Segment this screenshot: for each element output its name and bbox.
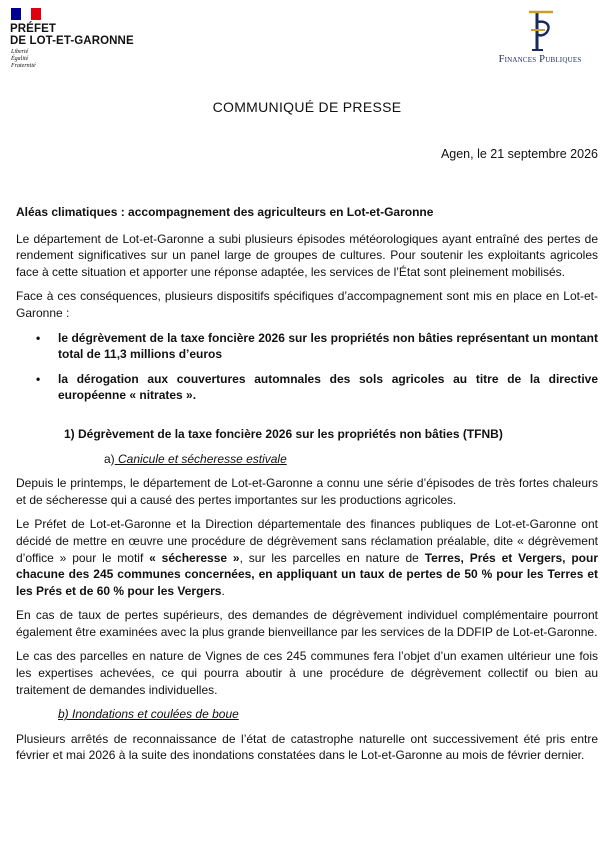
finances-publiques-label: Finances Publiques [498,54,582,65]
paragraph-a2-bold1: « sécheresse » [149,550,240,565]
motto-fraternite: Fraternité [11,63,36,69]
document-body [16,204,598,772]
dateline: Agen, le 21 septembre 2026 [440,147,598,161]
subsection-a-prefix: a) [104,451,115,466]
document-title: COMMUNIQUÉ DE PRESSE [212,99,402,115]
subsection-a-text: Canicule et sécheresse estivale [114,451,287,466]
prefet-logo-block [10,8,160,70]
paragraph-a4: Le cas des parcelles en nature de Vignes de ces 245 communes fera l’objet d’un examen ultérieur une fois les expertises achevées, ce qui pourra aboutir à une procédure de dégrèvement collectif ou bien au traitement de demandes individuelles. [16,649,598,697]
main-heading: Aléas climatiques : accompagnement des agriculteurs en Lot-et-Garonne [16,205,434,219]
motto-liberte: Liberté [11,49,29,55]
paragraph-a2 [16,516,598,599]
finances-publiques-emblem-icon [523,8,557,52]
paragraph-a2-part3: . [221,583,225,598]
subsection-b-title: b) Inondations et coulées de boue [58,707,239,722]
prefet-name [10,23,160,47]
paragraph-a1: Depuis le printemps, le département de Lot-et-Garonne a connu une série d’épisodes de très fortes chaleurs et de sécheresse qui a causé des pertes importantes sur les productions agricoles. [16,476,598,507]
intro-paragraph: Le département de Lot-et-Garonne a subi plusieurs épisodes météorologiques ayant entraîné des pertes de rendement significatives sur un panel large de groupes de cultures. Pour soutenir les exploitants agricoles face à cette situation et apporter une réponse adaptée, les services de l’État sont pleinement mobilisés. [16,231,598,279]
bullet-icon: • [36,330,41,345]
measure-text: le dégrèvement de la taxe foncière 2026 sur les propriétés non bâties représentant un montant total de 11,3 millions d’euros [58,330,598,362]
flag-blue-band [11,8,21,20]
flag-red-band [31,8,41,20]
section-1-title: 1) Dégrèvement de la taxe foncière 2026 sur les propriétés non bâties (TFNB) [64,426,503,441]
paragraph-b1: Plusieurs arrêtés de reconnaissance de l’état de catastrophe naturelle ont successivement été pris entre février et mai 2026 à la suite des inondations constatées dans le Lot-et-Garonne au mois de février dernier. [16,731,598,763]
flag-white-band [21,8,31,20]
measure-text: la dérogation aux couvertures automnales des sols agricoles au titre de la directive européenne « nitrates ». [58,371,598,403]
measures-intro-paragraph: Face à ces conséquences, plusieurs dispositifs spécifiques d’accompagnement sont mis en place en Lot-et-Garonne : [16,289,598,320]
finances-publiques-logo-block [480,8,600,65]
prefet-line1: PRÉFET [10,23,56,35]
list-item [16,330,598,363]
paragraph-a3: En cas de taux de pertes supérieurs, des demandes de dégrèvement individuel complémentaire pourront également être examinées avec la plus grande bienveillance par les services de la DDFIP de Lot-et-Garonne. [16,608,598,639]
list-item [16,371,598,404]
prefet-line2: DE LOT-ET-GARONNE [10,35,134,47]
paragraph-a2-bold2: Terres, Prés et Vergers, pour chacune des 245 communes concernées, en appliquant un taux de pertes de 50 % pour les Terres et les Prés et de 60 % pour les Vergers [16,550,599,598]
measures-list [16,330,598,404]
paragraph-a2-part1: Le Préfet de Lot-et-Garonne et la Direction départementale des finances publiques de Lot-et-Garonne ont décidé de mettre en œuvre une procédure de dégrèvement sans réclamation préalable, dite « dégrèvement d’office » pour le motif [16,517,598,565]
subsection-a-title [104,451,598,468]
marianne-flag-icon [11,8,41,20]
paragraph-a2-part2: , sur les parcelles en nature de [239,550,425,565]
motto-egalite: Égalité [11,56,29,62]
republic-motto [11,49,160,70]
bullet-icon: • [36,371,41,386]
